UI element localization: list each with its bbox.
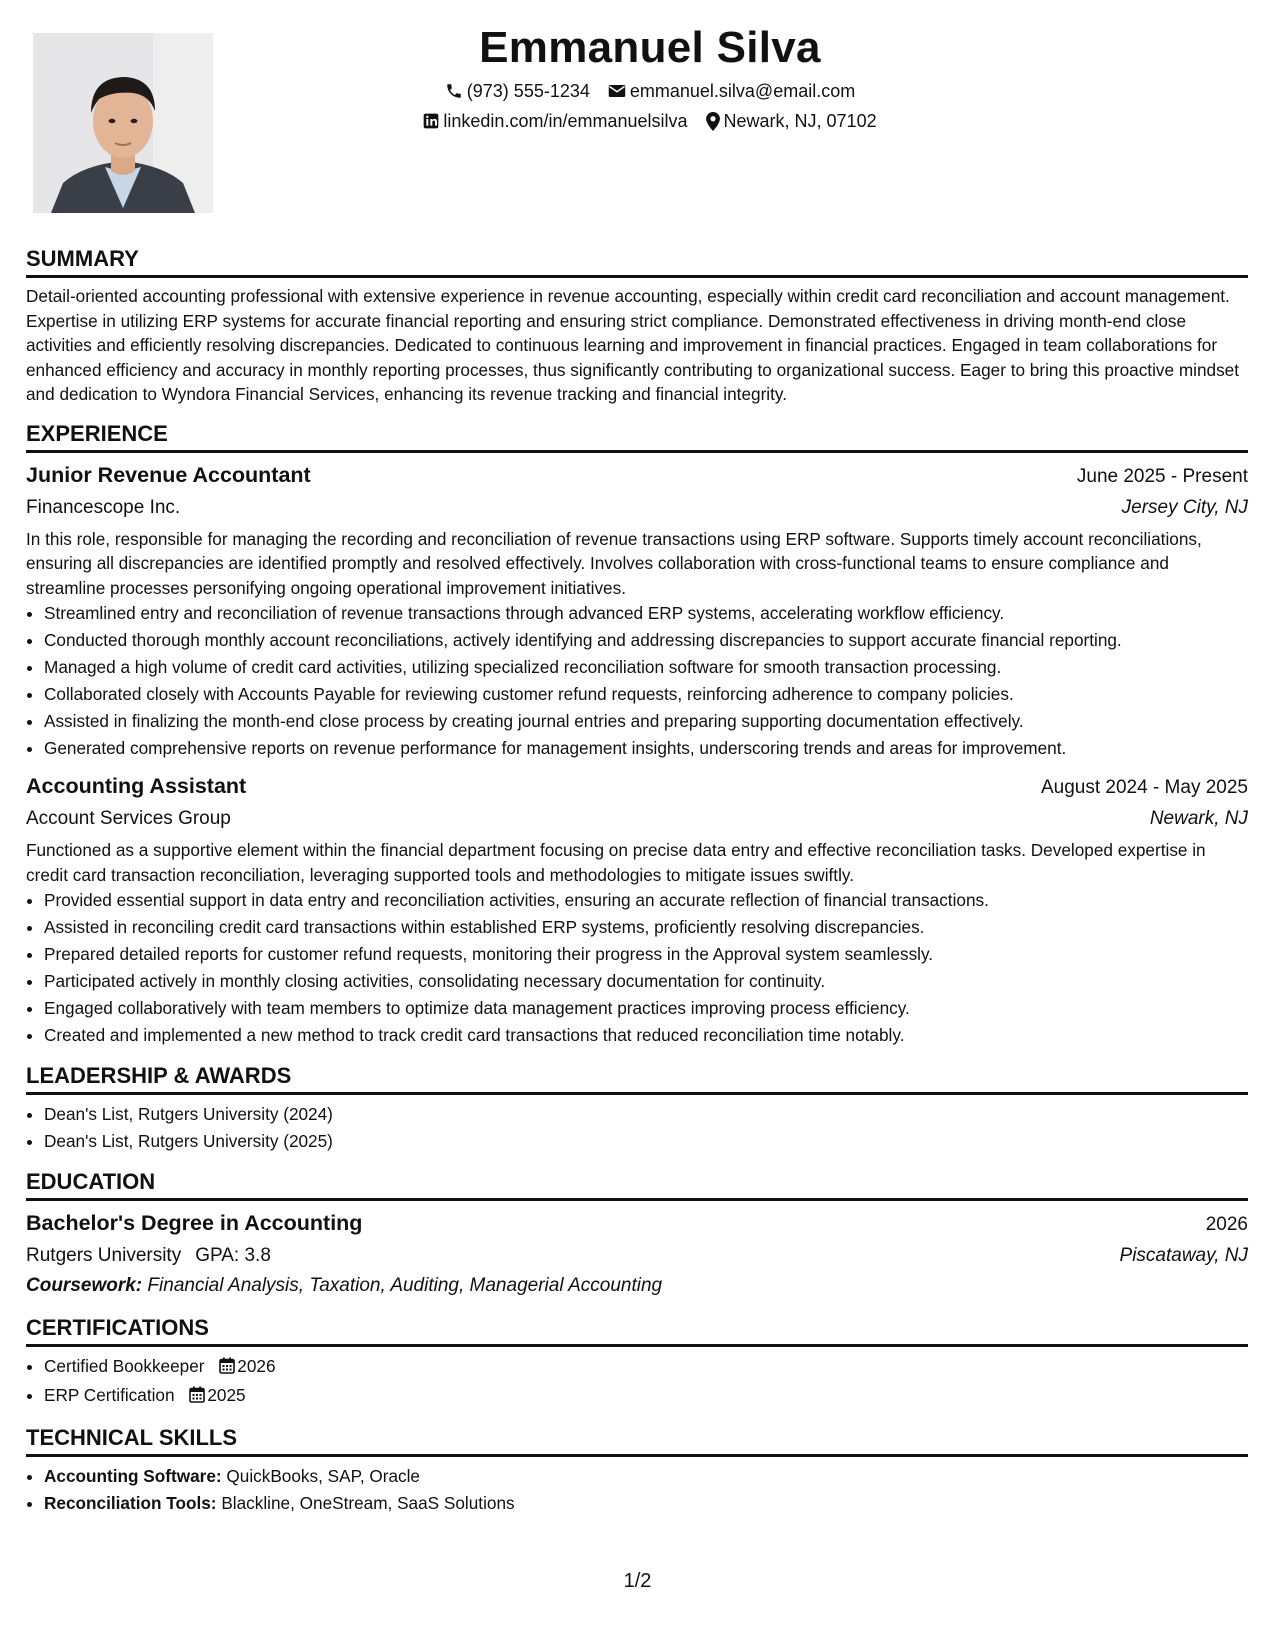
section-divider: [26, 275, 1248, 278]
calendar-icon: [219, 1355, 235, 1382]
coursework: [26, 1271, 1248, 1301]
list-item: • Participated actively in monthly closing activities, consolidating necessary documentation for continuity.: [44, 968, 1248, 995]
section-divider: [26, 450, 1248, 453]
resume-header: [300, 20, 1000, 136]
graduation-year: 2026: [1205, 1214, 1248, 1235]
list-item: • Assisted in finalizing the month-end close process by creating journal entries and preparing supporting documentation effectively.: [44, 708, 1248, 735]
list-item: • Created and implemented a new method to track credit card transactions that reduced reconciliation time notably.: [44, 1022, 1248, 1049]
skill-label: Reconciliation Tools:: [44, 1493, 217, 1513]
email-contact[interactable]: [608, 76, 855, 106]
job-title: Junior Revenue Accountant: [26, 462, 311, 487]
job-description: In this role, responsible for managing the recording and reconciliation of revenue transactions using ERP software. Supports timely account reconciliations, ensuring all discrepancies are identified promptly and resolved effectively. Involves collaboration with cross-functional teams to ensure compliance and streamline processes personifying ongoing operational improvement initiatives.: [26, 528, 1202, 598]
section-title: CERTIFICATIONS: [26, 1315, 209, 1340]
coursework-list: Financial Analysis, Taxation, Auditing, Managerial Accounting: [147, 1275, 663, 1296]
section-title: EDUCATION: [26, 1169, 156, 1194]
phone-contact: [445, 76, 590, 106]
skills-section: [26, 1423, 1248, 1517]
certification-year: 2026: [237, 1356, 276, 1376]
section-divider: [26, 1454, 1248, 1457]
gpa: GPA: 3.8: [195, 1245, 271, 1266]
skills-list: [26, 1463, 1248, 1517]
list-item: • Conducted thorough monthly account reconciliations, actively identifying and addressing discrepancies to support accurate financial reporting.: [44, 627, 1248, 654]
resume-body: [26, 244, 1248, 1517]
envelope-icon: [608, 83, 626, 99]
section-divider: [26, 1344, 1248, 1347]
job-title: Accounting Assistant: [26, 774, 247, 798]
experience-section: [26, 419, 1248, 1050]
job-dates: June 2025 - Present: [1076, 465, 1248, 487]
list-item: • Engaged collaboratively with team members to optimize data management practices improving process efficiency.: [44, 995, 1248, 1022]
location-text: Newark, NJ, 07102: [723, 111, 877, 131]
section-title: LEADERSHIP & AWARDS: [26, 1063, 292, 1088]
list-item: • Prepared detailed reports for customer refund requests, monitoring their progress in the Approval system seamlessly.: [44, 941, 1248, 968]
list-item: [44, 1382, 1248, 1411]
skill-value: Blackline, OneStream, SaaS Solutions: [221, 1493, 515, 1513]
job-bullets: [26, 600, 1248, 762]
education-section: [26, 1167, 1248, 1301]
location-contact: [706, 106, 877, 136]
school-location: Piscataway, NJ: [1119, 1245, 1248, 1266]
company-name: Account Services Group: [26, 808, 231, 829]
section-title: TECHNICAL SKILLS: [26, 1425, 238, 1450]
certifications-section: [26, 1313, 1248, 1411]
school-info: [26, 1241, 271, 1271]
certifications-list: [26, 1353, 1248, 1411]
linkedin-contact[interactable]: [423, 106, 687, 136]
profile-photo: [33, 33, 213, 213]
list-item: • Streamlined entry and reconciliation of revenue transactions through advanced ERP systems, accelerating workflow efficiency.: [44, 600, 1248, 627]
job-dates: August 2024 - May 2025: [1040, 777, 1248, 798]
summary-section: [26, 244, 1248, 407]
degree-title: Bachelor's Degree in Accounting: [26, 1211, 363, 1235]
certification-year: 2025: [207, 1385, 246, 1405]
phone-text: (973) 555-1234: [466, 81, 590, 101]
job-entry: [26, 770, 1248, 1049]
linkedin-text[interactable]: linkedin.com/in/emmanuelsilva: [443, 111, 688, 131]
coursework-label: Coursework:: [26, 1275, 143, 1296]
map-pin-icon: [706, 112, 720, 131]
company-name: Financescope Inc.: [26, 496, 181, 518]
list-item: • Dean's List, Rutgers University (2025): [44, 1128, 1248, 1155]
email-text[interactable]: emmanuel.silva@email.com: [629, 81, 856, 101]
linkedin-icon: [423, 113, 439, 129]
calendar-icon: [189, 1384, 205, 1411]
list-item: • Collaborated closely with Accounts Payable for reviewing customer refund requests, reinforcing adherence to company policies.: [44, 681, 1248, 708]
list-item: [44, 1353, 1248, 1382]
contact-line-1: [300, 76, 1000, 106]
job-entry: [26, 459, 1248, 763]
contact-line-2: [300, 106, 1000, 136]
list-item: • Generated comprehensive reports on revenue performance for management insights, underscoring trends and areas for improvement.: [44, 735, 1248, 762]
certification-name: Certified Bookkeeper: [44, 1356, 205, 1376]
awards-list: [26, 1101, 1248, 1155]
job-description: Functioned as a supportive element within the financial department focusing on precise data entry and effective reconciliation tasks. Developed expertise in credit card transaction reconciliation, leveraging supported tools and methodologies to mitigate issues swiftly.: [26, 840, 1206, 885]
phone-icon: [445, 82, 463, 100]
list-item: • Provided essential support in data entry and reconciliation activities, ensuring an accurate reflection of financial transactions.: [44, 887, 1248, 914]
section-title: EXPERIENCE: [26, 420, 168, 446]
list-item: • Dean's List, Rutgers University (2024): [44, 1101, 1248, 1128]
job-bullets: [26, 887, 1248, 1049]
list-item: • Assisted in reconciling credit card transactions within established ERP systems, proficiently resolving discrepancies.: [44, 914, 1248, 941]
job-location: Newark, NJ: [1149, 808, 1248, 829]
leadership-section: [26, 1061, 1248, 1155]
section-divider: [26, 1198, 1248, 1201]
candidate-name: Emmanuel Silva: [479, 23, 821, 72]
school-name: Rutgers University: [26, 1245, 182, 1266]
job-location: Jersey City, NJ: [1121, 496, 1248, 518]
page-number: 1/2: [623, 1570, 652, 1592]
certification-name: ERP Certification: [44, 1385, 175, 1405]
section-divider: [26, 1092, 1248, 1095]
list-item: [44, 1490, 1248, 1517]
summary-text: Detail-oriented accounting professional with extensive experience in revenue accounting, especially within credit card reconciliation and account management. Expertise in utilizing ERP systems for accurate financial reporting and ensuring strict compliance. Demonstrated effectiveness in driving month-end close activities and efficiently resolving discrepancies. Dedicated to continuous learning and improvement in financial practices. Engaged in team collaborations for enhanced efficiency and accuracy in monthly reporting processes, thus significantly contributing to organizational success. Eager to bring this proactive mindset and dedication to Wyndora Financial Services, enhancing its revenue tracking and financial integrity.: [26, 286, 1240, 404]
skill-label: Accounting Software:: [44, 1466, 222, 1486]
skill-value: QuickBooks, SAP, Oracle: [226, 1466, 420, 1486]
section-title: SUMMARY: [26, 246, 139, 271]
list-item: • Managed a high volume of credit card activities, utilizing specialized reconciliation software for smooth transaction processing.: [44, 654, 1248, 681]
list-item: [44, 1463, 1248, 1490]
